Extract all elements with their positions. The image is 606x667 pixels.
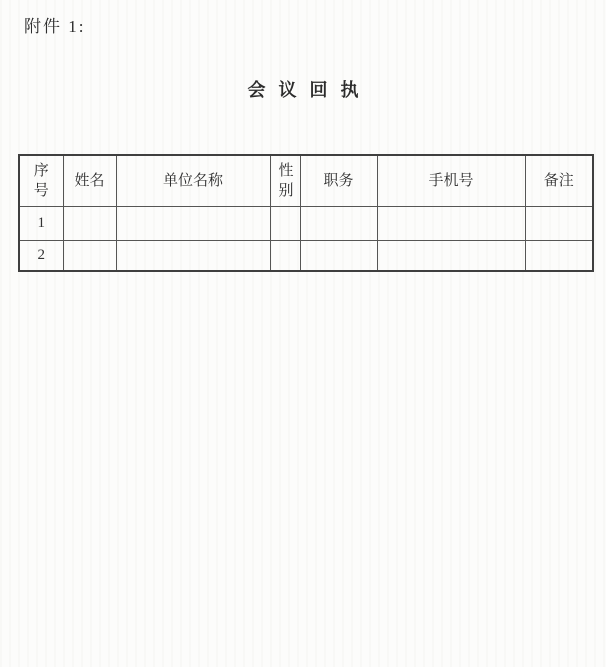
cell-mobile (377, 206, 525, 240)
table-row-2 (19, 240, 593, 271)
cell-serial-number: 1 (19, 206, 63, 240)
table-header-row (19, 155, 593, 206)
col-header-mobile: 手机号 (377, 155, 525, 206)
meeting-reply-table (18, 154, 594, 272)
col-header-position: 职务 (300, 155, 377, 206)
cell-serial-number: 2 (19, 240, 63, 271)
cell-gender (270, 240, 300, 271)
cell-name (63, 240, 116, 271)
col-header-gender: 性别 (270, 155, 300, 206)
attachment-label: 附件 1: (24, 17, 86, 36)
cell-remarks (525, 240, 593, 271)
col-header-serial-number: 序号 (19, 155, 63, 206)
cell-name (63, 206, 116, 240)
cell-position (300, 240, 377, 271)
cell-organization (116, 240, 270, 271)
col-header-name: 姓名 (63, 155, 116, 206)
cell-remarks (525, 206, 593, 240)
cell-organization (116, 206, 270, 240)
cell-position (300, 206, 377, 240)
cell-mobile (377, 240, 525, 271)
page-title: 会议回执 (247, 80, 372, 100)
cell-gender (270, 206, 300, 240)
table-row-1 (19, 206, 593, 240)
col-header-remarks: 备注 (525, 155, 593, 206)
col-header-organization: 单位名称 (116, 155, 270, 206)
